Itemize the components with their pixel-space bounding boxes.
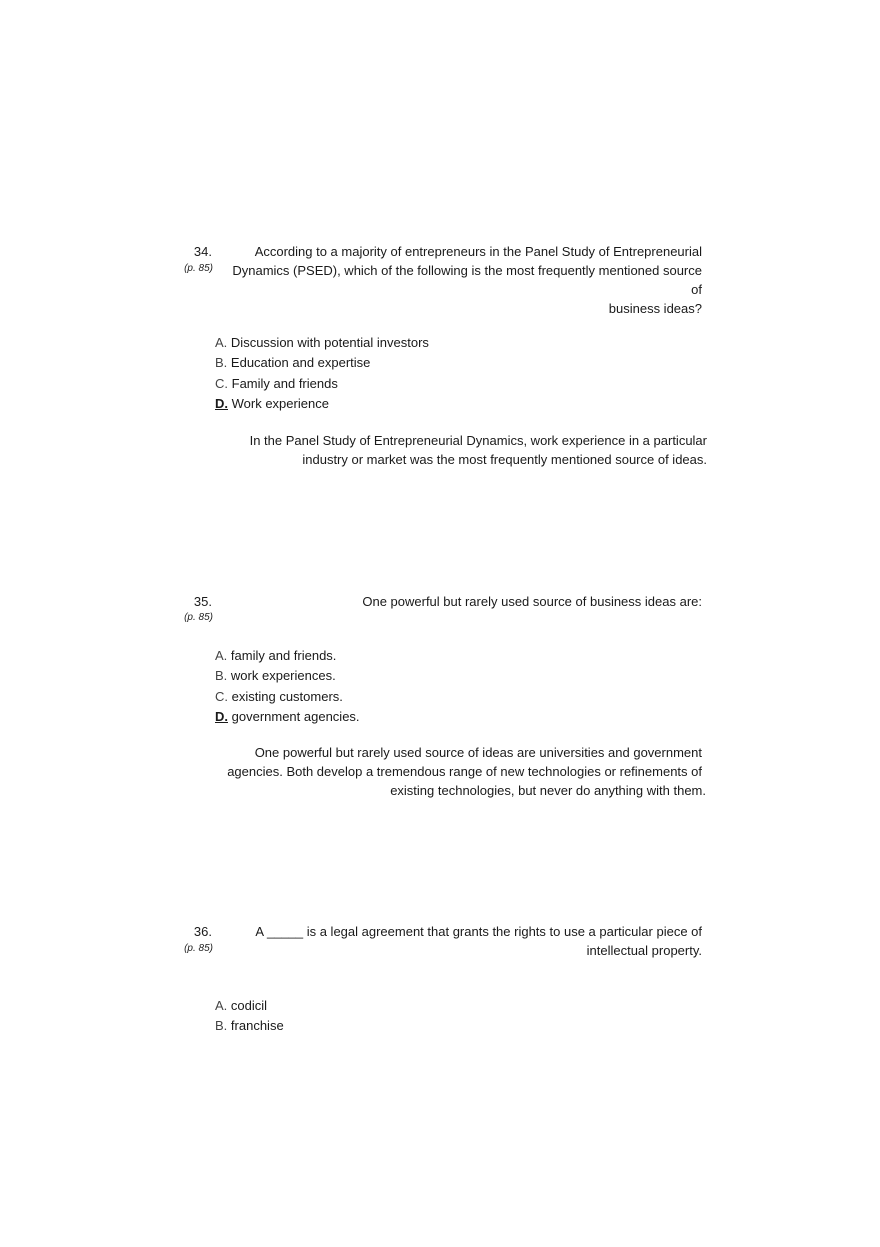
- answer-options: [215, 646, 360, 727]
- page-reference: (p. 85): [184, 943, 213, 954]
- answer-option: B. Education and expertise: [215, 355, 371, 371]
- question-number: 34.: [193, 244, 212, 259]
- question-number: 35.: [193, 594, 212, 609]
- answer-explanation: In the Panel Study of Entrepreneurial Dynamics, work experience in a particular industry or market was the most frequently mentioned source of ideas.: [249, 433, 707, 467]
- question-text: According to a majority of entrepreneurs in the Panel Study of Entrepreneurial Dynamics (PSED), which of the following is the most frequently mentioned source of business ideas?: [232, 244, 702, 316]
- question-text: One powerful but rarely used source of business ideas are:: [362, 594, 702, 609]
- answer-options: [215, 333, 429, 414]
- answer-option-correct: D. government agencies.: [215, 708, 360, 724]
- question-number: 36.: [193, 924, 212, 939]
- page-reference: (p. 85): [184, 263, 213, 274]
- answer-option: B. work experiences.: [215, 668, 336, 684]
- answer-option: C. existing customers.: [215, 688, 343, 704]
- answer-option: A. family and friends.: [215, 648, 337, 663]
- question-text: A _____ is a legal agreement that grants the rights to use a particular piece of intellectual property.: [255, 924, 702, 958]
- page-reference: (p. 85): [184, 612, 213, 623]
- answer-option: C. Family and friends: [215, 375, 338, 391]
- answer-option: A. Discussion with potential investors: [215, 335, 429, 350]
- answer-options: [215, 996, 284, 1037]
- answer-option-correct: D. Work experience: [215, 395, 329, 411]
- answer-option: A. codicil: [215, 998, 268, 1013]
- answer-explanation: One powerful but rarely used source of ideas are universities and government agencies. Both develop a tremendous range of new technologies or refinements of existing technologies, but never do anything with them.: [227, 745, 706, 798]
- answer-option: B. franchise: [215, 1018, 284, 1034]
